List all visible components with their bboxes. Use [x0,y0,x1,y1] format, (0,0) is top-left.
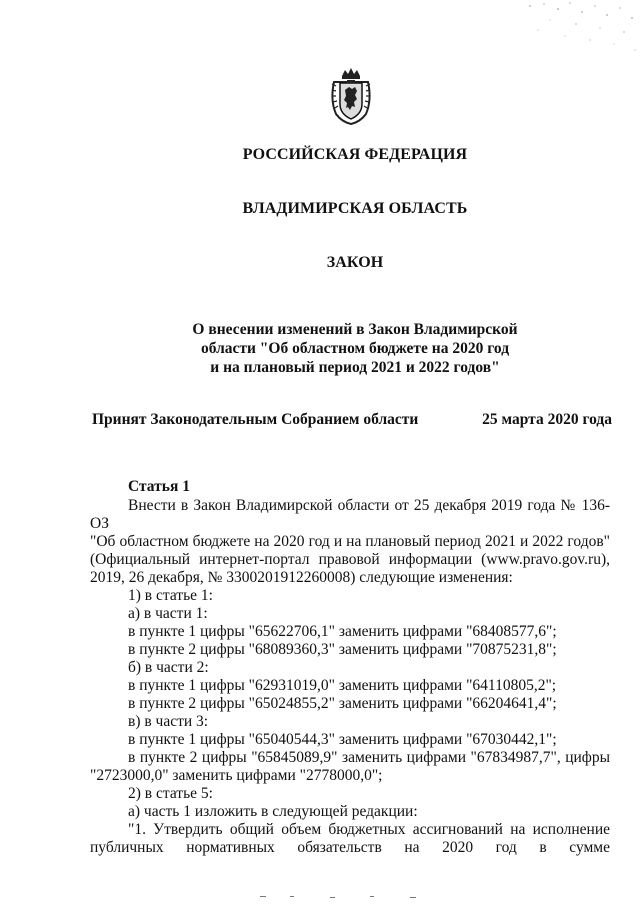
body-line: в пункте 1 цифры "65040544,3" заменить цифрами "67030442,1"; [128,731,557,748]
coat-of-arms-icon [328,66,374,126]
body-line: Внести в Закон Владимирской области от 25 декабря 2019 года № 136-ОЗ [90,497,610,532]
body-line: 2019, 26 декабря, № 3300201912260008) следующие изменения: [90,569,513,586]
article-body [90,497,610,857]
adoption-date: 25 марта 2020 года [482,411,612,428]
body-line: 1) в статье 1: [128,587,213,604]
law-title-line-1: О внесении изменений в Закон Владимирской [192,321,518,338]
body-line: в пункте 2 цифры "68089360,3" заменить цифрами "70875231,8"; [128,641,557,658]
body-line: "1. Утвердить общий объем бюджетных ассигнований на исполнение [128,821,610,838]
scan-noise-bottom [250,895,450,899]
region-heading: ВЛАДИМИРСКАЯ ОБЛАСТЬ [242,200,468,217]
body-line: 2) в статье 5: [128,785,213,802]
body-line: в пункте 2 цифры "65024855,2" заменить цифрами "66204641,4"; [128,695,557,712]
country-heading: РОССИЙСКАЯ ФЕДЕРАЦИЯ [242,146,468,163]
adopting-body: Принят Законодательным Собранием области [92,411,419,428]
body-line: "2723000,0" заменить цифрами "2778000,0"; [90,767,383,784]
body-line: а) в части 1: [128,605,208,622]
law-title-line-2: области "Об областном бюджете на 2020 год [200,340,510,357]
article-heading: Статья 1 [128,478,190,495]
body-line: в пункте 2 цифры "65845089,9" заменить цифрами "67834987,7", цифры [128,749,610,766]
adoption-line [92,411,612,429]
law-title-line-3: и на плановый период 2021 и 2022 годов" [210,359,500,376]
body-line: "Об областном бюджете на 2020 год и на плановый период 2021 и 2022 годов" [90,533,610,550]
body-line: б) в части 2: [128,659,209,676]
scan-noise [510,0,640,60]
body-line: а) часть 1 изложить в следующей редакции: [128,803,418,820]
body-line: в) в части 3: [128,713,209,730]
body-line: в пункте 1 цифры "65622706,1" заменить цифрами "68408577,6"; [128,623,557,640]
body-line: публичных нормативных обязательств на 2020 год в сумме [90,839,610,856]
law-title [150,320,560,377]
body-line: (Официальный интернет-портал правовой информации (www.pravo.gov.ru), [90,551,610,568]
body-line: в пункте 1 цифры "62931019,0" заменить цифрами "64110805,2"; [128,677,557,694]
document-type-heading: ЗАКОН [326,254,384,271]
